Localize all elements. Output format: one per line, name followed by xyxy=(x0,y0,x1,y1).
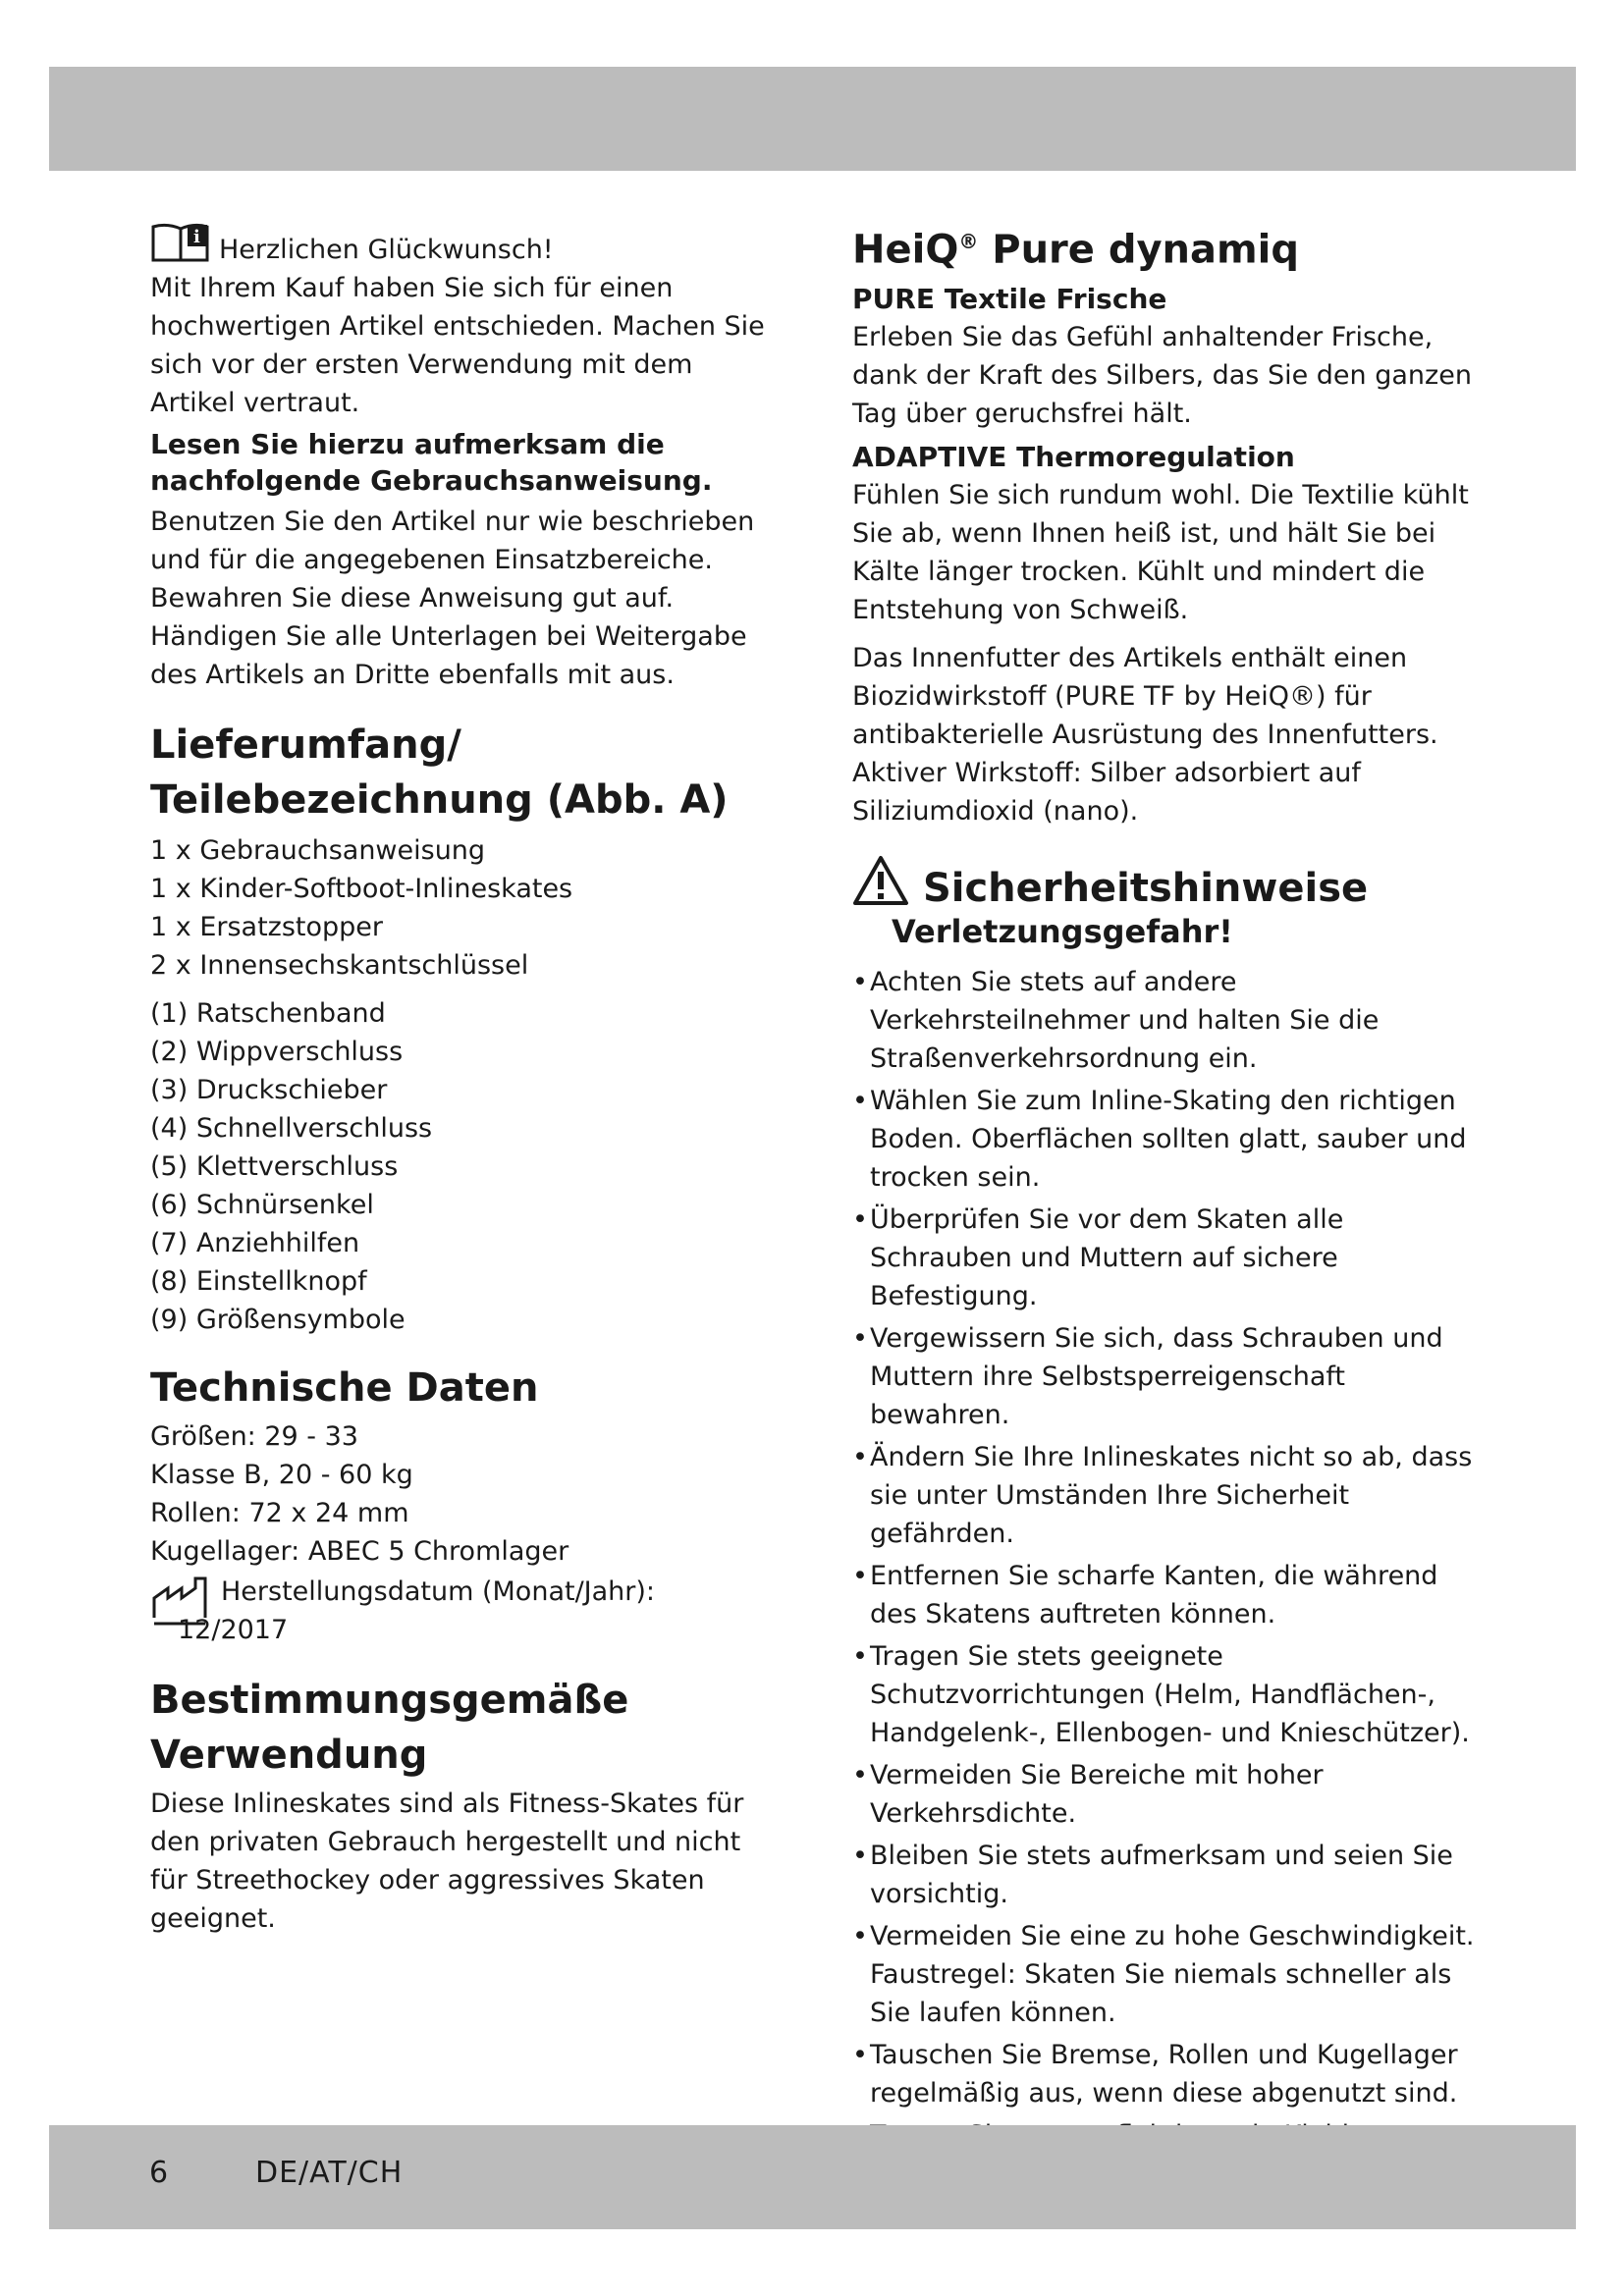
tech-list xyxy=(150,1417,779,1571)
factory-date-icon xyxy=(150,1575,221,1631)
biocide-text: Das Innenfutter des Artikels enthält einen Biozidwirkstoff (PURE TF by HeiQ®) für antibakterielle Ausrüstung des Innenfutters. Aktiver Wirkstoff: Silber adsorbiert auf Siliziumdioxid (nano). xyxy=(852,643,1438,828)
safety-item: • Tauschen Sie Bremse, Rollen und Kugellager regelmäßig aus, wenn diese abgenutzt sind. xyxy=(852,2036,1490,2112)
manufacture-label: Herstellungsdatum (Monat/Jahr): xyxy=(221,1576,656,1607)
part-item: (6) Schnürsenkel xyxy=(150,1190,374,1220)
adaptive-text: Fühlen Sie sich rundum wohl. Die Textilie kühlt Sie ab, wenn Ihnen heiß ist, und hält Sie bei Kälte länger trocken. Kühlt und mindert die Entstehung von Schweiß. xyxy=(852,480,1469,626)
tech-item: Rollen: 72 x 24 mm xyxy=(150,1498,409,1528)
safety-subheading: Verletzungsgefahr! xyxy=(892,913,1233,951)
safety-item: • Vermeiden Sie Bereiche mit hoher Verkehrsdichte. xyxy=(852,1756,1490,1833)
safety-heading xyxy=(852,854,1490,912)
safety-item: • Ändern Sie Ihre Inlineskates nicht so ab, dass sie unter Umständen Ihre Sicherheit gefährden. xyxy=(852,1438,1490,1553)
heiq-title xyxy=(852,214,1490,277)
scope-heading-line-2: Teilebezeichnung (Abb. A) xyxy=(150,777,729,823)
greeting-line xyxy=(150,221,779,269)
part-item: (5) Klettverschluss xyxy=(150,1151,399,1182)
part-item: (4) Schnellverschluss xyxy=(150,1113,433,1144)
scope-heading-line-1: Lieferumfang/ xyxy=(150,722,461,768)
tech-item: Größen: 29 - 33 xyxy=(150,1421,358,1452)
read-notice: Lesen Sie hierzu aufmerksam die nachfolgende Gebrauchsanweisung. xyxy=(150,428,713,497)
scope-heading xyxy=(150,718,779,828)
intended-use-heading xyxy=(150,1673,779,1783)
book-info-icon xyxy=(150,221,215,264)
manufacture-date xyxy=(150,1573,779,1649)
greeting-text: Herzlichen Glückwunsch! xyxy=(219,235,554,265)
use-heading-line-2: Verwendung xyxy=(150,1733,428,1778)
safety-item: • Überprüfen Sie vor dem Skaten alle Schrauben und Muttern auf sichere Befestigung. xyxy=(852,1201,1490,1315)
intro-paragraph: Mit Ihrem Kauf haben Sie sich für einen hochwertigen Artikel entschieden. Machen Sie sich vor der ersten Verwendung mit dem Artikel vertraut. xyxy=(150,273,765,418)
safety-item: • Entfernen Sie scharfe Kanten, die während des Skatens auftreten können. xyxy=(852,1557,1490,1633)
intended-use-text: Diese Inlineskates sind als Fitness-Skates für den privaten Gebrauch hergestellt und nicht für Streethockey oder aggressives Skaten geeignet. xyxy=(150,1789,744,1934)
part-item: (3) Druckschieber xyxy=(150,1075,388,1105)
pure-heading: PURE Textile Frische xyxy=(852,283,1167,316)
safety-heading-block xyxy=(852,854,1490,951)
svg-text:i: i xyxy=(193,227,200,247)
parts-list xyxy=(150,994,779,1339)
warning-icon xyxy=(852,854,909,907)
part-item: (1) Ratschenband xyxy=(150,998,386,1029)
tech-item: Kugellager: ABEC 5 Chromlager xyxy=(150,1536,569,1567)
safety-item: • Vermeiden Sie eine zu hohe Geschwindigkeit. Faustregel: Skaten Sie niemals schneller als Sie laufen können. xyxy=(852,1917,1490,2032)
safety-list xyxy=(852,963,1490,2235)
part-item: (8) Einstellknopf xyxy=(150,1266,367,1297)
header-band xyxy=(49,67,1576,171)
heiq-registered-mark: ® xyxy=(958,230,979,253)
safety-heading-text: Sicherheitshinweise xyxy=(922,866,1369,912)
scope-item: 1 x Ersatzstopper xyxy=(150,912,384,942)
safety-item: • Achten Sie stets auf andere Verkehrsteilnehmer und halten Sie die Straßenverkehrsordnung ein. xyxy=(852,963,1490,1078)
safety-item: • Tragen Sie stets geeignete Schutzvorrichtungen (Helm, Handflächen-, Handgelenk-, Ellenbogen- und Knieschützer). xyxy=(852,1637,1490,1752)
scope-item: 2 x Innensechskantschlüssel xyxy=(150,950,529,981)
part-item: (9) Größensymbole xyxy=(150,1305,406,1335)
heiq-brand: HeiQ xyxy=(852,227,959,273)
page-number: 6 xyxy=(149,2156,169,2190)
adaptive-heading: ADAPTIVE Thermoregulation xyxy=(852,441,1295,474)
tech-heading: Technische Daten xyxy=(150,1365,539,1411)
tech-item: Klasse B, 20 - 60 kg xyxy=(150,1460,413,1490)
use-heading-line-1: Bestimmungsgemäße xyxy=(150,1678,629,1723)
right-column xyxy=(852,214,1490,2239)
country-codes: DE/AT/CH xyxy=(255,2156,404,2190)
scope-item: 1 x Gebrauchsanweisung xyxy=(150,835,486,866)
part-item: (7) Anziehhilfen xyxy=(150,1228,360,1258)
safety-item: • Wählen Sie zum Inline-Skating den richtigen Boden. Oberflächen sollten glatt, sauber und trocken sein. xyxy=(852,1082,1490,1197)
left-column xyxy=(150,221,779,1938)
scope-list xyxy=(150,831,779,985)
part-item: (2) Wippverschluss xyxy=(150,1037,404,1067)
manufacture-value: 12/2017 xyxy=(178,1615,289,1645)
pure-text: Erleben Sie das Gefühl anhaltender Frische, dank der Kraft des Silbers, das Sie den ganzen Tag über geruchsfrei hält. xyxy=(852,322,1472,430)
heiq-product: Pure dynamiq xyxy=(978,227,1300,273)
safety-item: • Bleiben Sie stets aufmerksam und seien Sie vorsichtig. xyxy=(852,1837,1490,1913)
scope-item: 1 x Kinder-Softboot-Inlineskates xyxy=(150,874,573,904)
usage-note: Benutzen Sie den Artikel nur wie beschrieben und für die angegebenen Einsatzbereiche. Bewahren Sie diese Anweisung gut auf. Händigen Sie alle Unterlagen bei Weitergabe des Artikels an Dritte ebenfalls mit aus. xyxy=(150,507,755,690)
safety-item: • Vergewissern Sie sich, dass Schrauben und Muttern ihre Selbstsperreigenschaft bewahren. xyxy=(852,1319,1490,1434)
